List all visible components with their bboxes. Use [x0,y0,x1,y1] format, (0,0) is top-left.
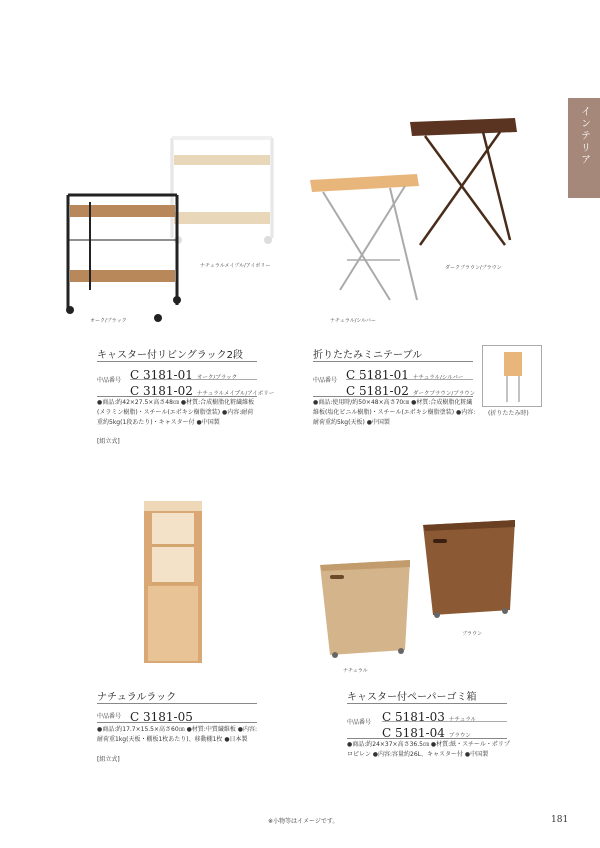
product-title: キャスター付ペーパーゴミ箱 [347,692,477,703]
assembly-note: [組立式] [97,438,120,445]
bin-brown [423,520,515,618]
caption-natural: ナチュラル [343,668,368,674]
caption-oak-black: オーク/ブラック [90,318,127,324]
product-description: ●商品:約17.7×15.5×高さ60㎝ ●材質:中質繊維板 ●内容:耐荷重1kg(天板・棚板1枚あたり)、移動棚1枚 ●日本製 [97,726,257,743]
product-variant: ブラウン [448,733,471,739]
product-description: ●商品:使用時/約50×48×高さ70㎝ ●材質:合成樹脂化粧繊維板(塩化ビニル樹脂)・スチール(エポキシ樹脂塗装) ●内容:耐荷重約5kg(天板) ●中国製 [313,399,476,426]
folded-table-inset [482,345,542,407]
living-rack-illustration [60,130,290,330]
paper-bin-illustration [315,515,530,665]
code-label: 中品番号 [313,377,338,384]
caption-brown: ブラウン [462,631,483,637]
assembly-note: [組立式] [97,756,120,763]
product-variant: ダークブラウン/ブラウン [412,391,476,397]
product-title: キャスター付リビングラック2段 [97,350,243,361]
code-label: 中品番号 [97,713,122,720]
caption-darkbrown-brown: ダークブラウン/ブラウン [445,265,502,271]
code-rule [97,396,257,397]
product-title: ナチュラルラック [97,692,177,703]
folding-table-illustration [305,110,555,320]
title-rule [97,703,257,704]
product-code: C 5181-03 [382,710,445,724]
code-label: 中品番号 [97,377,122,384]
code-rule [313,396,473,397]
side-tab-interior[interactable]: インテリア [568,98,600,198]
code-label: 中品番号 [347,719,372,726]
code-rule [97,722,257,723]
folded-caption: (折りたたみ時) [488,410,529,417]
natural-rack-illustration [140,498,210,668]
product-description: ●商品:約24×37×高さ36.5㎝ ●材質:紙・スチール・ポリプロピレン ●内容:容量約26L、キャスター付 ●中国製 [347,741,510,758]
page-number: 181 [551,815,569,825]
product-code: C 3181-02 [130,384,193,398]
rack-natural-ivory [172,138,272,244]
title-rule [347,703,507,704]
title-rule [97,361,257,362]
caption-natural-ivory: ナチュラルメイプル/アイボリー [200,263,271,269]
rack-oak-black [66,195,181,322]
table-darkbrown [410,118,517,245]
code-rule [347,738,507,739]
table-natural-silver [310,174,419,300]
bin-natural [320,560,410,658]
product-code: C 5181-02 [346,384,409,398]
product-code: C 3181-01 [130,368,193,382]
caption-natural-silver: ナチュラル/シルバー [330,318,376,324]
product-code: C 3181-05 [130,710,193,724]
product-variant: ナチュラルメイプル/アイボリー [196,391,275,397]
product-variant: ナチュラル [448,717,477,723]
product-code: C 5181-04 [382,726,445,740]
title-rule [313,361,473,362]
footer-note: ※小物等はイメージです。 [268,818,339,825]
product-description: ●商品:約42×27.5×高さ48㎝ ●材質:合成樹脂化粧繊維板(メラミン樹脂)・スチール(エポキシ樹脂塗装) ●内容:耐荷重約5kg(1段あたり)・キャスター付 ●中国製 [97,399,255,426]
product-code: C 5181-01 [346,368,409,382]
product-variant: ナチュラル/シルバー [412,375,464,381]
folded-table-image [483,346,541,406]
product-title: 折りたたみミニテーブル [313,350,423,361]
product-variant: オーク/ブラック [196,375,238,381]
